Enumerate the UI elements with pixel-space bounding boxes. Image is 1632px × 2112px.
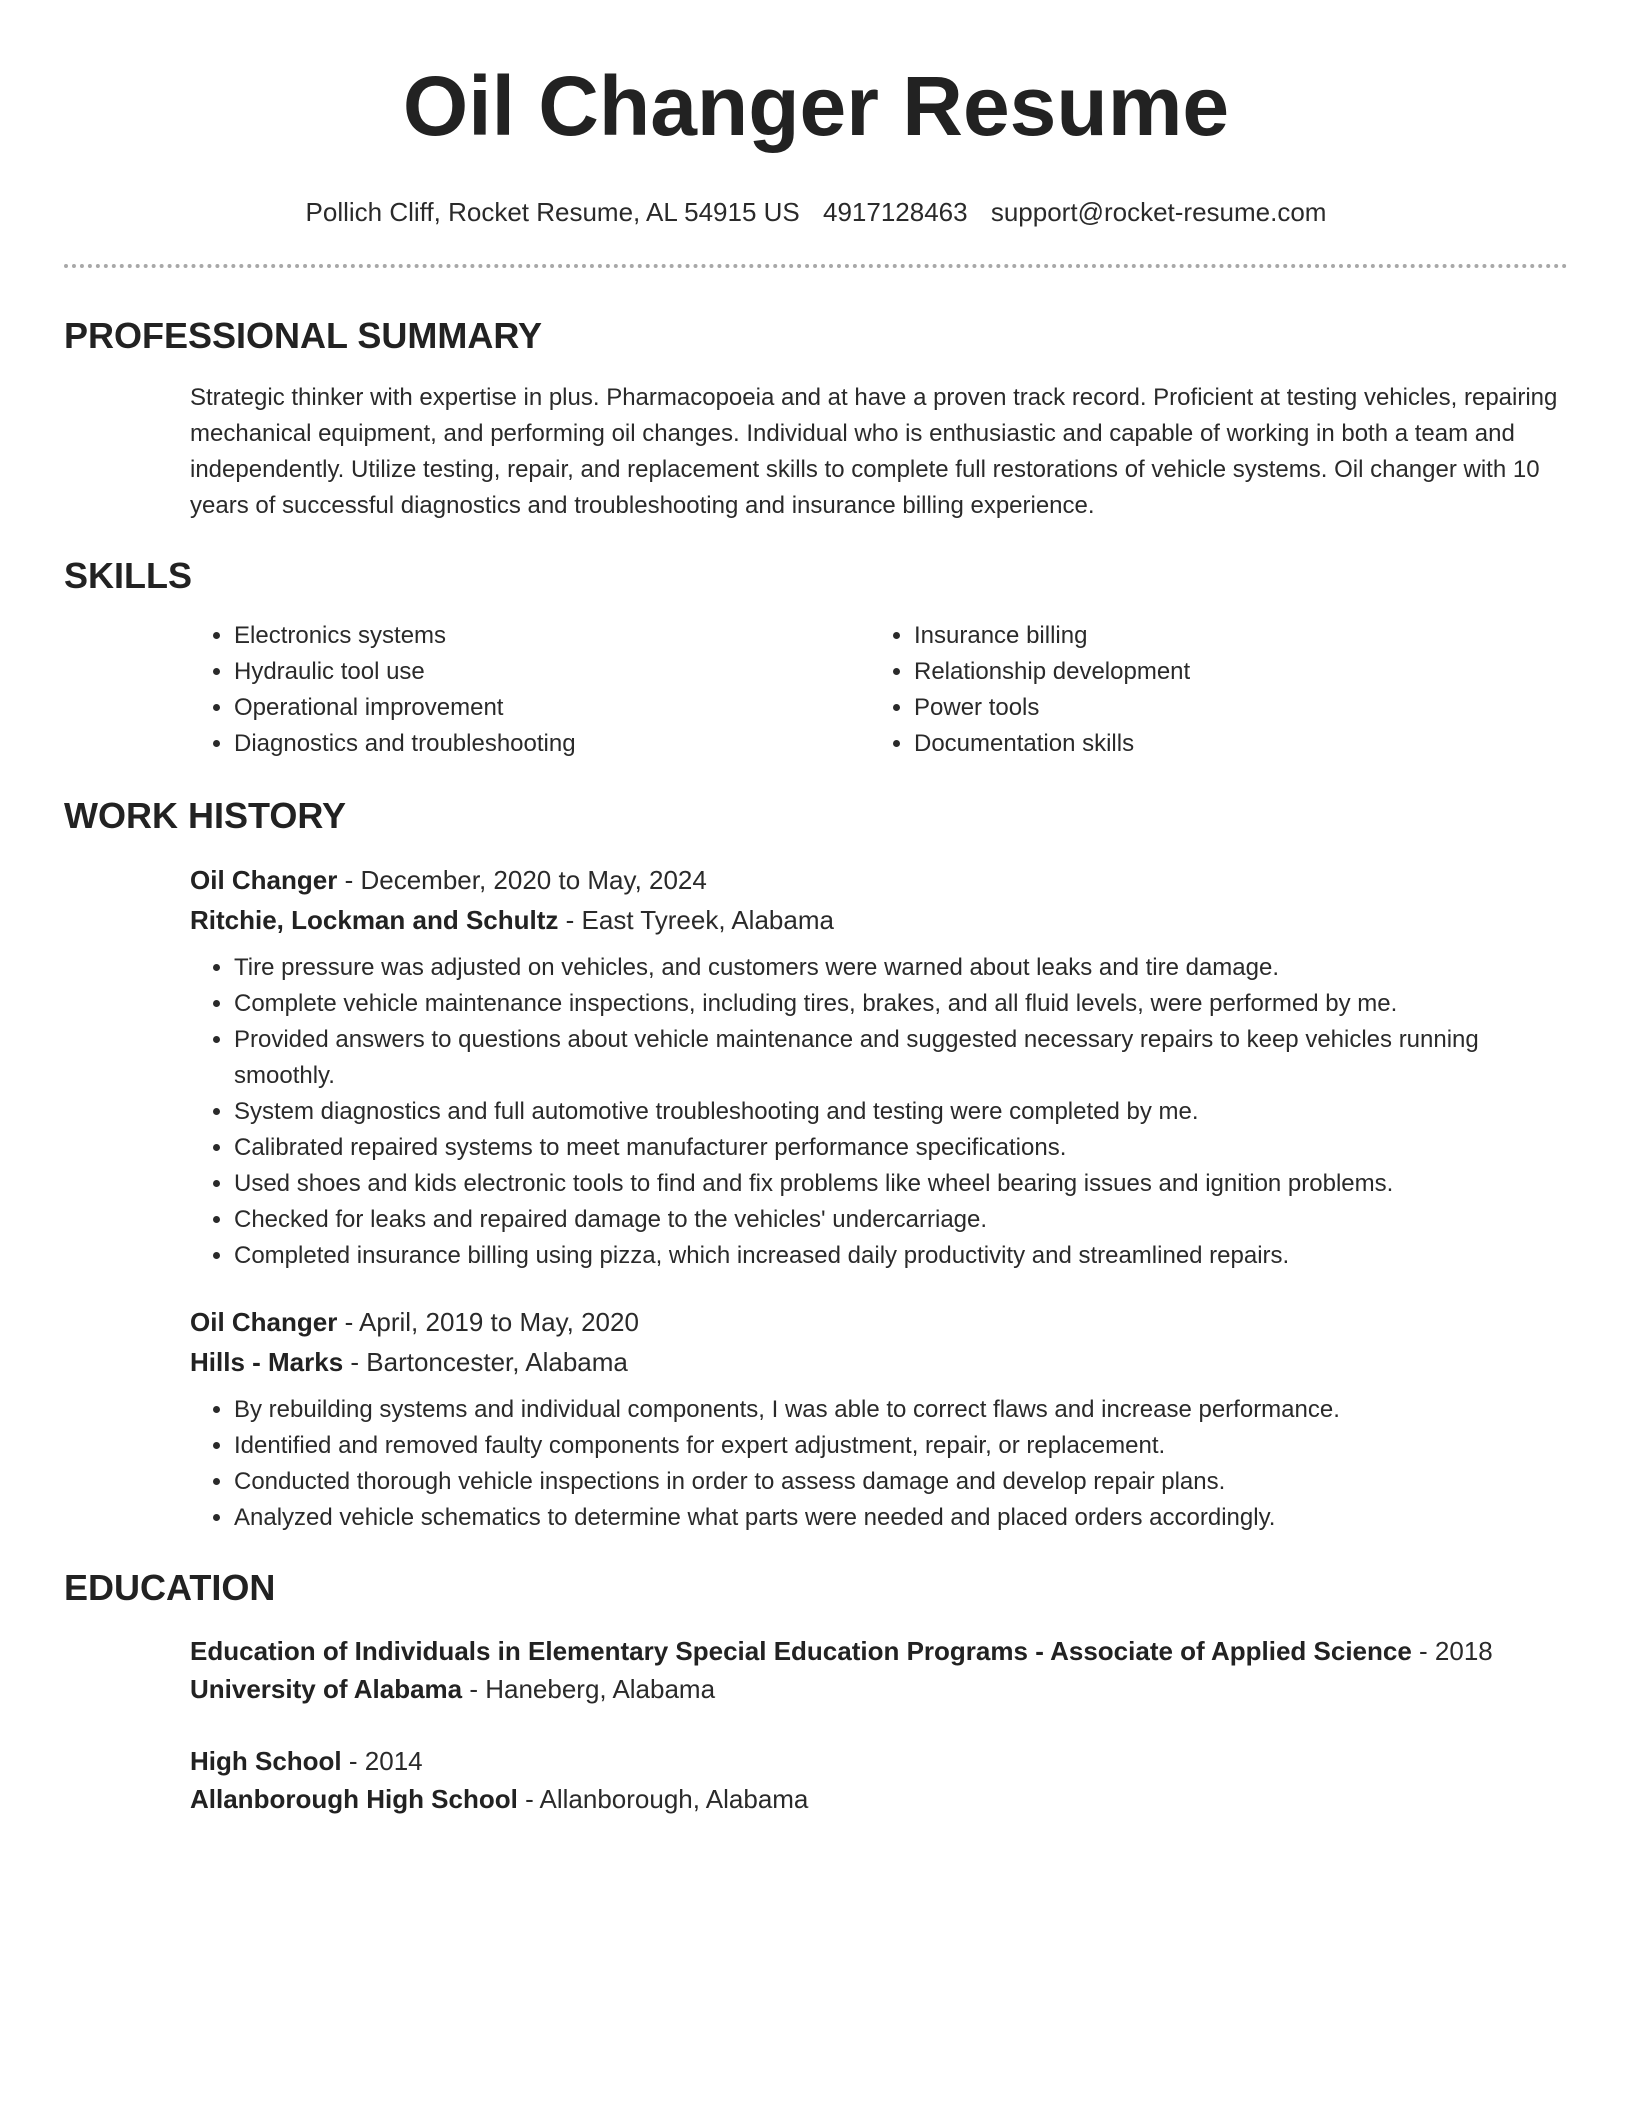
education-location: - Haneberg, Alabama [462, 1674, 716, 1704]
education-section [64, 1566, 1568, 1818]
education-school-line [190, 1670, 1568, 1708]
skill-item: • Relationship development [914, 654, 1550, 690]
skills-list-left [190, 618, 870, 762]
education-location: - Allanborough, Alabama [517, 1784, 809, 1814]
job-company: Hills - Marks [190, 1347, 344, 1377]
job-role: Oil Changer [190, 865, 338, 895]
skill-item: • Hydraulic tool use [234, 654, 870, 690]
education-school: University of Alabama [190, 1674, 463, 1704]
education-year: - 2014 [341, 1746, 423, 1776]
education-entry [190, 1742, 1568, 1818]
skills-grid [190, 618, 1568, 762]
job-entry [190, 1302, 1568, 1536]
job-location: - East Tyreek, Alabama [558, 905, 834, 935]
job-title-line [190, 1302, 1568, 1342]
job-dates: - April, 2019 to May, 2020 [337, 1307, 639, 1337]
education-degree: High School [190, 1746, 342, 1776]
job-bullet: • Conducted thorough vehicle inspections in order to assess damage and develop repair plans. [234, 1464, 1568, 1500]
professional-summary-section [64, 314, 1568, 524]
education-entry [190, 1632, 1568, 1708]
skill-item: • Power tools [914, 690, 1550, 726]
skills-body [190, 618, 1568, 762]
job-bullet: • Calibrated repaired systems to meet manufacturer performance specifications. [234, 1130, 1568, 1166]
job-bullet: • By rebuilding systems and individual components, I was able to correct flaws and increase performance. [234, 1392, 1568, 1428]
skill-item: • Insurance billing [914, 618, 1550, 654]
skill-item: • Documentation skills [914, 726, 1550, 762]
education-degree-line [190, 1742, 1568, 1780]
job-role: Oil Changer [190, 1307, 338, 1337]
work-body [190, 860, 1568, 1536]
skill-item: • Operational improvement [234, 690, 870, 726]
contact-address: Pollich Cliff, Rocket Resume, AL 54915 US [305, 197, 800, 227]
job-company-line [190, 1342, 1568, 1382]
education-year: - 2018 [1411, 1636, 1493, 1666]
job-bullets [190, 1392, 1568, 1536]
skill-item: • Diagnostics and troubleshooting [234, 726, 870, 762]
job-bullet: • Checked for leaks and repaired damage to the vehicles' undercarriage. [234, 1202, 1568, 1238]
section-title-summary: PROFESSIONAL SUMMARY [64, 315, 543, 356]
education-degree-line [190, 1632, 1568, 1670]
resume-title: Oil Changer Resume [402, 59, 1230, 153]
skill-item: • Electronics systems [234, 618, 870, 654]
job-bullet: • Complete vehicle maintenance inspections, including tires, brakes, and all fluid levels, were performed by me. [234, 986, 1568, 1022]
job-dates: - December, 2020 to May, 2024 [337, 865, 707, 895]
header-divider [64, 264, 1568, 268]
job-bullet: • Completed insurance billing using pizza, which increased daily productivity and streamlined repairs. [234, 1238, 1568, 1274]
section-title-work: WORK HISTORY [64, 795, 347, 836]
job-bullets [190, 950, 1568, 1274]
contact-line [64, 196, 1568, 228]
job-bullet: • Tire pressure was adjusted on vehicles, and customers were warned about leaks and tire damage. [234, 950, 1568, 986]
job-bullet: • System diagnostics and full automotive troubleshooting and testing were completed by me. [234, 1094, 1568, 1130]
education-degree: Education of Individuals in Elementary Special Education Programs - Associate of Applied Science [190, 1636, 1412, 1666]
education-body [190, 1632, 1568, 1818]
job-bullet: • Analyzed vehicle schematics to determine what parts were needed and placed orders accordingly. [234, 1500, 1568, 1536]
work-history-section [64, 794, 1568, 1536]
contact-email: support@rocket-resume.com [990, 197, 1327, 227]
job-bullet: • Used shoes and kids electronic tools to find and fix problems like wheel bearing issues and ignition problems. [234, 1166, 1568, 1202]
skills-section [64, 554, 1568, 762]
job-company: Ritchie, Lockman and Schultz [190, 905, 559, 935]
education-school-line [190, 1780, 1568, 1818]
job-title-line [190, 860, 1568, 900]
job-bullet: • Identified and removed faulty components for expert adjustment, repair, or replacement. [234, 1428, 1568, 1464]
job-entry [190, 860, 1568, 1274]
job-location: - Bartoncester, Alabama [343, 1347, 628, 1377]
contact-phone: 4917128463 [823, 197, 968, 227]
job-bullet: • Provided answers to questions about vehicle maintenance and suggested necessary repairs to keep vehicles running smoothly. [234, 1022, 1568, 1094]
education-school: Allanborough High School [190, 1784, 518, 1814]
skills-list-right [870, 618, 1550, 762]
summary-text: Strategic thinker with expertise in plus. Pharmacopoeia and at have a proven track record. Proficient at testing vehicles, repairing mechanical equipment, and performing oil changes. Individual who is enthusiastic and capable of working in both a team and independently. Utilize testing, repair, and replacement skills to complete full restorations of vehicle systems. Oil changer with 10 years of successful diagnostics and troubleshooting and insurance billing experience. [190, 384, 1558, 519]
section-title-skills: SKILLS [64, 555, 193, 596]
job-company-line [190, 900, 1568, 940]
section-title-education: EDUCATION [64, 1567, 276, 1608]
